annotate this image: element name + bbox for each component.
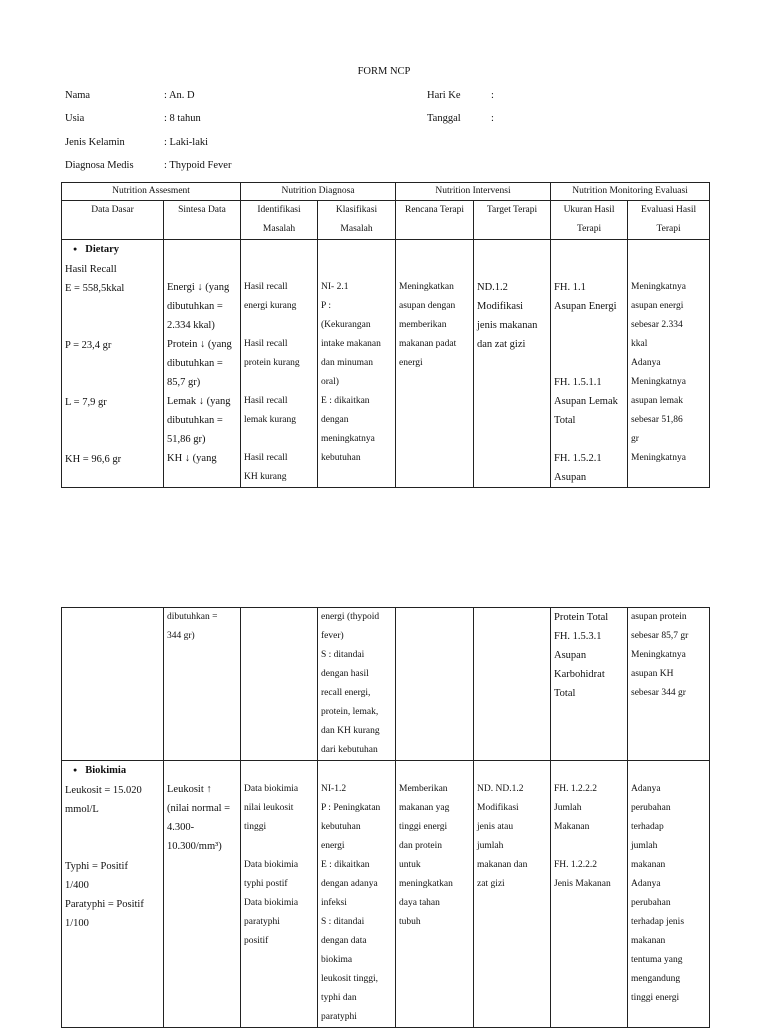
klasifikasi-line: kebutuhan [321,453,361,463]
klasifikasi-line: recall energi, [321,688,371,698]
ukuran-line: FH. 1.2.2.2 [554,784,598,794]
rencana-line: Meningkatkan [399,282,454,292]
rencana-line: tinggi energi [399,822,448,832]
usia-label: Usia [65,113,85,124]
biokimia-evaluasi-hasil [628,761,710,1028]
rencana-line: makanan yag [399,803,450,813]
target-line: ND. ND.1.2 [477,784,524,794]
col-header-data-dasar [62,201,164,240]
rencana-line: Memberikan [399,784,448,794]
typhi-value: Typhi = Positif [65,861,128,872]
cont-rencana [396,608,474,761]
target-line: jenis atau [477,822,514,832]
ukuran-line: Asupan Energi [554,301,617,312]
evaluasi-line: sebesar 85,7 gr [631,631,689,641]
cont-sintesa [164,608,241,761]
recall-kh: KH = 96,6 gr [65,454,122,465]
sintesa-line: Energi ↓ (yang [167,282,230,293]
dietary-sintesa [164,240,241,488]
klasifikasi-line: dengan [321,415,349,425]
tanggal-value: : [491,113,494,124]
cont-identifikasi [241,608,318,761]
evaluasi-line: terhadap [631,822,664,832]
klasifikasi-line: infeksi [321,898,347,908]
leukosit-value: Leukosit = 15.020 [65,785,142,796]
cont-target [474,608,551,761]
group-header-assesment: Nutrition Assesment [62,183,241,201]
identifikasi-line: tinggi [244,822,267,832]
sintesa-line: 10.300/mm³) [167,841,222,852]
klasifikasi-line: paratyphi [321,1012,357,1022]
sintesa-line: 85,7 gr) [167,377,201,388]
cont-evaluasi [628,608,710,761]
col-header-line: Klasifikasi [335,205,378,215]
klasifikasi-line: (Kekurangan [321,320,371,330]
rencana-line: meningkatkan [399,879,453,889]
evaluasi-line: asupan protein [631,612,687,622]
ukuran-line: FH. 1.1 [554,282,586,293]
rencana-line: asupan dengan [399,301,456,311]
evaluasi-line: Adanya [631,784,661,794]
jenis-kelamin-label: Jenis Kelamin [65,137,125,148]
ukuran-line: Protein Total [554,612,609,623]
identifikasi-line: nilai leukosit [244,803,294,813]
col-header-line: Masalah [262,224,296,234]
target-line: Modifikasi [477,803,519,813]
dietary-ukuran-hasil [551,240,628,488]
sintesa-line: Lemak ↓ (yang [167,396,231,407]
klasifikasi-line: P : Peningkatan [321,803,381,813]
sintesa-line: Leukosit ↑ [167,784,212,795]
dietary-heading: ● Dietary [65,240,160,260]
klasifikasi-line: oral) [321,377,339,387]
cont-ukuran [551,608,628,761]
col-header-line: Sintesa Data [178,205,226,215]
klasifikasi-line: protein, lemak, [321,707,379,717]
identifikasi-line: Data biokimia [244,860,299,870]
typhi-titer: 1/400 [65,880,89,891]
identifikasi-line: protein kurang [244,358,300,368]
evaluasi-line: jumlah [631,841,658,851]
klasifikasi-line: meningkatnya [321,434,375,444]
col-header-line: Data Dasar [91,205,134,215]
recall-lemak: L = 7,9 gr [65,397,107,408]
dietary-identifikasi [241,240,318,488]
col-header-line: Masalah [340,224,373,234]
identifikasi-line: paratyphi [244,917,280,927]
sintesa-line: Protein ↓ (yang [167,339,232,350]
recall-label: Hasil Recall [65,264,117,275]
ukuran-line: FH. 1.2.2.2 [554,860,598,870]
dietary-evaluasi-hasil [628,240,710,488]
biokimia-ukuran-hasil [551,761,628,1028]
klasifikasi-line: dengan adanya [321,879,378,889]
ukuran-line: Makanan [554,822,590,832]
biokimia-identifikasi [241,761,318,1028]
sintesa-line: dibutuhkan = [167,612,218,622]
evaluasi-line: makanan [631,860,666,870]
nama-value: : An. D [164,90,195,101]
evaluasi-line: perubahan [631,803,671,813]
klasifikasi-line: NI- 2.1 [321,282,349,292]
col-header-evaluasi-hasil [628,201,710,240]
target-line: jumlah [477,841,504,851]
biokimia-target-terapi [474,761,551,1028]
identifikasi-line: energi kurang [244,301,297,311]
ukuran-line: Asupan [554,472,587,483]
sintesa-line: 344 gr) [167,631,195,641]
sintesa-line: 2.334 kkal) [167,320,215,331]
ukuran-line: FH. 1.5.2.1 [554,453,602,464]
paratyphi-value: Paratyphi = Positif [65,899,144,910]
evaluasi-line: makanan [631,936,666,946]
dietary-data-dasar [62,240,164,488]
rencana-line: tubuh [399,917,421,927]
col-header-line: Terapi [656,224,681,234]
ukuran-line: Karbohidrat [554,669,605,680]
col-header-sintesa-data [164,201,241,240]
klasifikasi-line: dengan hasil [321,669,369,679]
klasifikasi-line: E : dikaitkan [321,396,370,406]
sintesa-line: (nilai normal = [167,803,231,814]
ncp-table-page-1 [61,182,710,488]
rencana-line: untuk [399,860,421,870]
evaluasi-line: mengandung [631,974,681,984]
diagnosa-medis-value: : Thypoid Fever [164,160,232,171]
evaluasi-line: Meningkatnya [631,282,686,292]
ukuran-line: FH. 1.5.3.1 [554,631,602,642]
jenis-kelamin-value: : Laki-laki [164,137,209,148]
evaluasi-line: asupan lemak [631,396,683,406]
col-header-line: Identifikasi [257,205,301,215]
paratyphi-titer: 1/100 [65,918,89,929]
group-header-intervensi: Nutrition Intervensi [396,183,551,201]
evaluasi-line: asupan KH [631,669,674,679]
klasifikasi-line: P : [321,301,331,311]
col-header-line: Terapi [576,224,602,234]
klasifikasi-line: kebutuhan [321,822,361,832]
klasifikasi-line: S : ditandai [321,650,365,660]
rencana-line: energi [399,358,423,368]
klasifikasi-line: dan minuman [321,358,373,368]
col-header-rencana-terapi [396,201,474,240]
col-header-line: Rencana Terapi [404,205,465,215]
biokimia-klasifikasi [318,761,396,1028]
recall-energi: E = 558,5kkal [65,283,125,294]
sintesa-line: 51,86 gr) [167,434,206,445]
ncp-table-page-2 [61,607,710,1028]
ukuran-line: Total [554,415,576,426]
rencana-line: makanan padat [399,339,457,349]
hari-ke-label: Hari Ke [427,90,461,101]
evaluasi-line: Adanya [631,358,661,368]
col-header-ukuran-hasil [551,201,628,240]
group-header-monitoring: Nutrition Monitoring Evaluasi [551,183,710,201]
group-header-diagnosa: Nutrition Diagnosa [241,183,396,201]
evaluasi-line: Meningkatnya [631,453,686,463]
target-line: zat gizi [477,879,505,889]
col-header-line: Evaluasi Hasil [640,205,697,215]
ukuran-line: Total [554,688,576,699]
identifikasi-line: Data biokimia [244,784,299,794]
cont-data-dasar [62,608,164,761]
klasifikasi-line: S : ditandai [321,917,365,927]
identifikasi-line: Hasil recall [244,339,288,349]
identifikasi-line: Hasil recall [244,396,288,406]
sintesa-line: dibutuhkan = [167,415,223,426]
dietary-rencana-terapi [396,240,474,488]
col-header-line: Ukuran Hasil [563,205,615,215]
evaluasi-line: Meningkatnya [631,650,686,660]
evaluasi-line: perubahan [631,898,671,908]
ukuran-line: Asupan Lemak [554,396,618,407]
evaluasi-line: Adanya [631,879,661,889]
biokimia-heading: ● Biokimia [65,761,160,781]
evaluasi-line: gr [631,434,639,444]
klasifikasi-line: NI-1.2 [321,784,347,794]
sintesa-line: KH ↓ (yang [167,453,217,464]
target-line: makanan dan [477,860,528,870]
ukuran-line: Asupan [554,650,587,661]
evaluasi-line: Meningkatnya [631,377,686,387]
evaluasi-line: sebesar 51,86 [631,415,683,425]
identifikasi-line: Hasil recall [244,453,288,463]
hari-ke-value: : [491,90,494,101]
klasifikasi-line: typhi dan [321,993,357,1003]
klasifikasi-line: energi [321,841,345,851]
nama-label: Nama [65,90,91,101]
dietary-klasifikasi [318,240,396,488]
col-header-target-terapi [474,201,551,240]
identifikasi-line: positif [244,936,269,946]
ukuran-line: Jumlah [554,803,582,813]
biokimia-rencana-terapi [396,761,474,1028]
form-title: FORM NCP [357,66,411,77]
target-line: jenis makanan [477,320,538,331]
ukuran-line: Jenis Makanan [554,879,611,889]
rencana-line: daya tahan [399,898,440,908]
target-line: Modifikasi [477,301,524,312]
col-header-identifikasi [241,201,318,240]
rencana-line: memberikan [399,320,447,330]
tanggal-label: Tanggal [427,113,461,124]
klasifikasi-line: fever) [321,631,344,641]
target-line: ND.1.2 [477,282,508,293]
identifikasi-line: KH kurang [244,472,287,482]
target-line: dan zat gizi [477,339,526,350]
dietary-target-terapi [474,240,551,488]
rencana-line: dan protein [399,841,443,851]
evaluasi-line: sebesar 344 gr [631,688,686,698]
identifikasi-line: Data biokimia [244,898,299,908]
col-header-line: Target Terapi [486,205,538,215]
klasifikasi-line: dari kebutuhan [321,745,378,755]
identifikasi-line: lemak kurang [244,415,296,425]
sintesa-line: dibutuhkan = [167,358,223,369]
klasifikasi-line: energi (thypoid [321,612,380,622]
leukosit-unit: mmol/L [65,804,99,815]
usia-value: : 8 tahun [164,113,201,124]
sintesa-line: 4.300- [167,822,195,833]
sintesa-line: dibutuhkan = [167,301,223,312]
evaluasi-line: kkal [631,339,648,349]
klasifikasi-line: E : dikaitkan [321,860,370,870]
evaluasi-line: terhadap jenis [631,917,685,927]
cont-klasifikasi [318,608,396,761]
biokimia-sintesa [164,761,241,1028]
klasifikasi-line: intake makanan [321,339,381,349]
recall-protein: P = 23,4 gr [65,340,112,351]
col-header-klasifikasi [318,201,396,240]
biokimia-data-dasar [62,761,164,1028]
klasifikasi-line: leukosit tinggi, [321,974,378,984]
klasifikasi-line: dan KH kurang [321,726,380,736]
klasifikasi-line: biokima [321,955,353,965]
evaluasi-line: tentuma yang [631,955,683,965]
evaluasi-line: asupan energi [631,301,684,311]
identifikasi-line: Hasil recall [244,282,288,292]
diagnosa-medis-label: Diagnosa Medis [65,160,134,171]
evaluasi-line: sebesar 2.334 [631,320,683,330]
ukuran-line: FH. 1.5.1.1 [554,377,602,388]
evaluasi-line: tinggi energi [631,993,680,1003]
klasifikasi-line: dengan data [321,936,367,946]
identifikasi-line: typhi postif [244,879,288,889]
